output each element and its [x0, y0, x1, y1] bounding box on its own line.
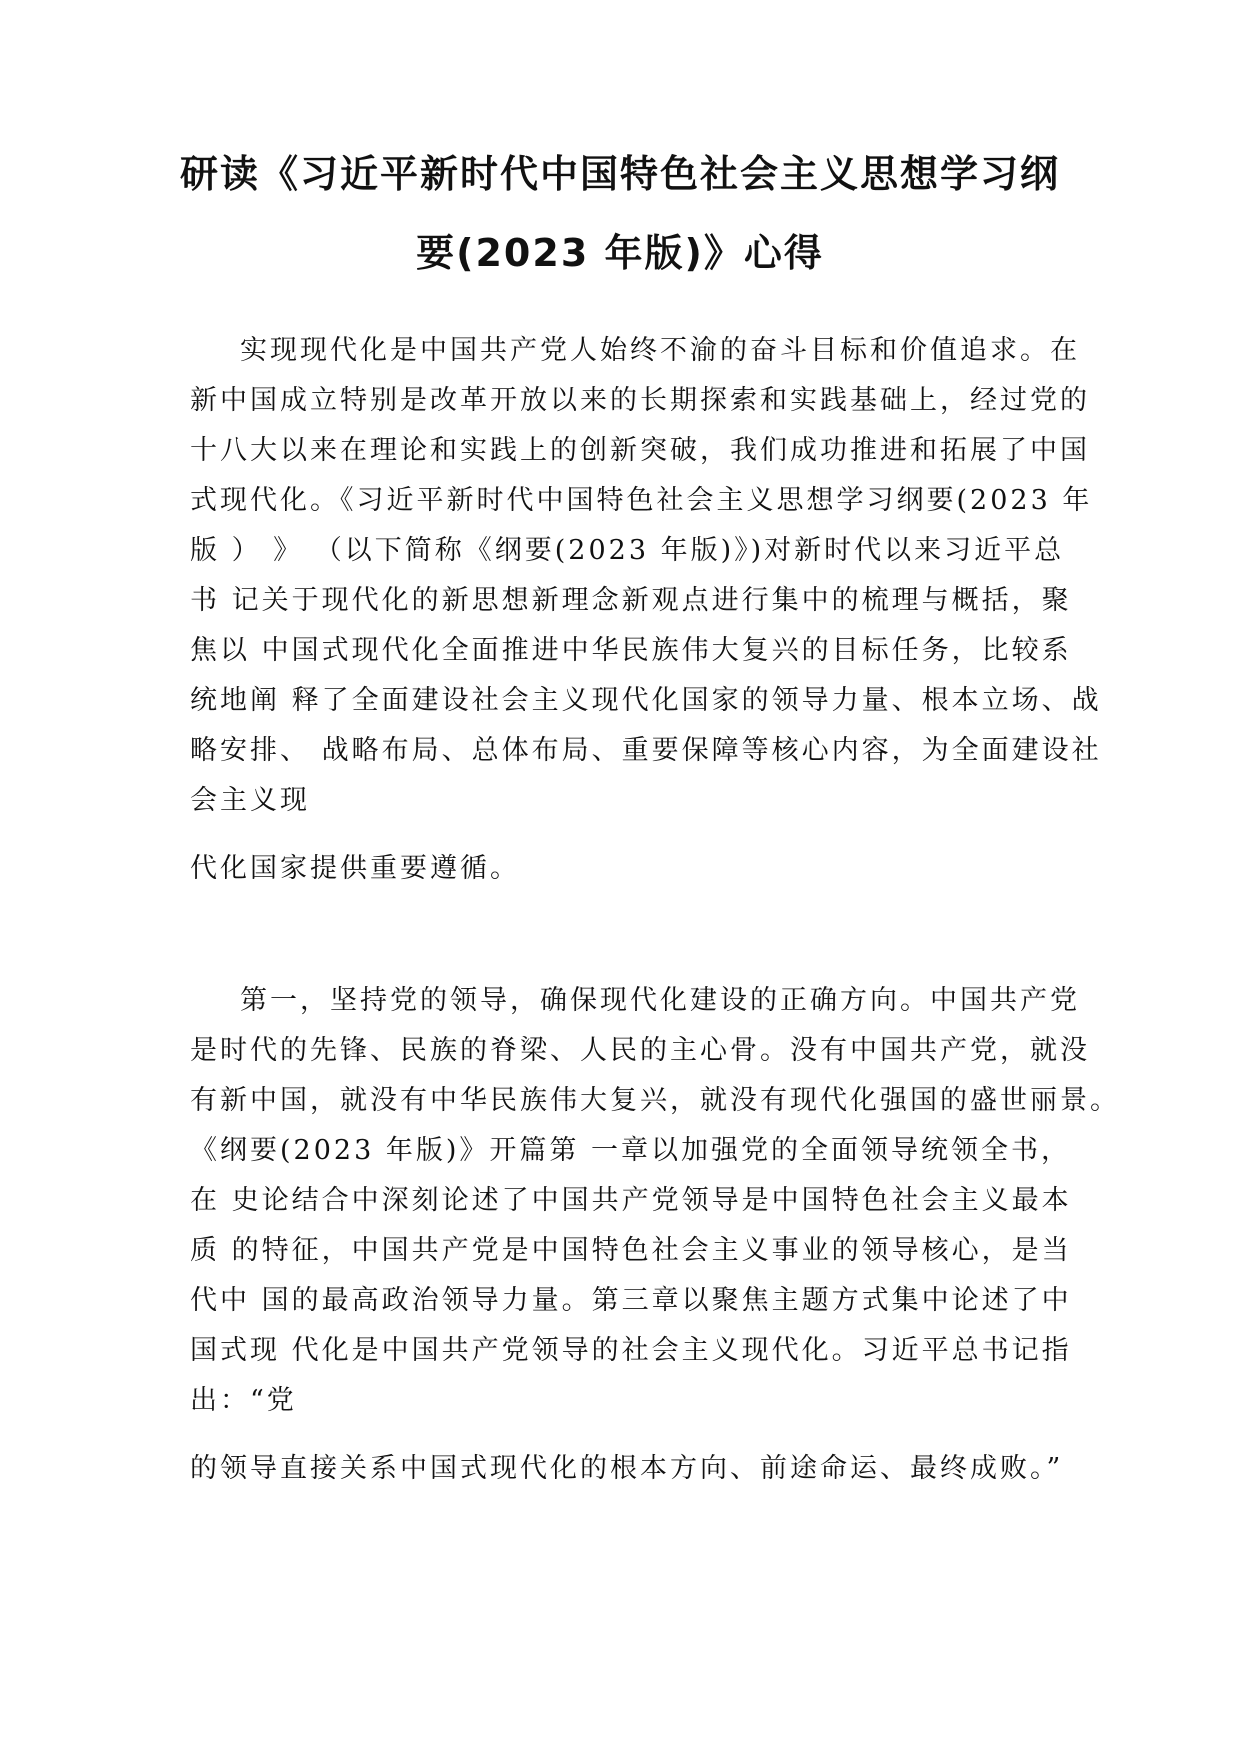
text-line: 新中国成立特别是改革开放以来的长期探索和实践基础上，经过党的 — [190, 385, 1090, 416]
text-line: 的领导直接关系中国式现代化的根本方向、前途命运、最终成败。” — [190, 1453, 1064, 1484]
text-line: 《纲要(2023 年版)》开篇第 一章以加强党的全面领导统领全书， — [190, 1135, 1071, 1166]
text-line: 式现代化。《习近平新时代中国特色社会主义思想学习纲要(2023 年 — [190, 485, 1093, 516]
text-line: 书 记关于现代化的新思想新理念新观点进行集中的梳理与概括，聚 — [190, 585, 1072, 616]
text-line: 代化国家提供重要遵循。 — [190, 853, 520, 884]
text-line: 是时代的先锋、民族的脊梁、人民的主心骨。没有中国共产党，就没 — [190, 1035, 1090, 1066]
text-line: 代中 国的最高政治领导力量。第三章以聚焦主题方式集中论述了中 — [190, 1285, 1072, 1316]
text-line: 第一，坚持党的领导，确保现代化建设的正确方向。中国共产党 — [240, 985, 1080, 1016]
text-line: 出：“党 — [190, 1385, 297, 1416]
text-line: 国式现 代化是中国共产党领导的社会主义现代化。习近平总书记指 — [190, 1335, 1072, 1366]
text-line: 版 ） 》 （以下简称《纲要(2023 年版)》)对新时代以来习近平总 — [190, 535, 1065, 566]
text-line: 有新中国，就没有中华民族伟大复兴，就没有现代化强国的盛世丽景。 — [190, 1085, 1120, 1116]
document-title-line-2: 要(2023 年版)》心得 — [416, 231, 824, 275]
text-line: 焦以 中国式现代化全面推进中华民族伟大复兴的目标任务，比较系 — [190, 635, 1072, 666]
text-line: 十八大以来在理论和实践上的创新突破，我们成功推进和拓展了中国 — [190, 435, 1090, 466]
text-line: 会主义现 — [190, 785, 310, 816]
text-line: 在 史论结合中深刻论述了中国共产党领导是中国特色社会主义最本 — [190, 1185, 1072, 1216]
text-line: 略安排、 战略布局、总体布局、重要保障等核心内容，为全面建设社 — [190, 735, 1102, 766]
text-line: 实现现代化是中国共产党人始终不渝的奋斗目标和价值追求。在 — [240, 335, 1080, 366]
text-line: 统地阐 释了全面建设社会主义现代化国家的领导力量、根本立场、战 — [190, 685, 1102, 716]
text-line: 质 的特征，中国共产党是中国特色社会主义事业的领导核心，是当 — [190, 1235, 1072, 1266]
document-title-line-1: 研读《习近平新时代中国特色社会主义思想学习纲 — [179, 152, 1060, 196]
